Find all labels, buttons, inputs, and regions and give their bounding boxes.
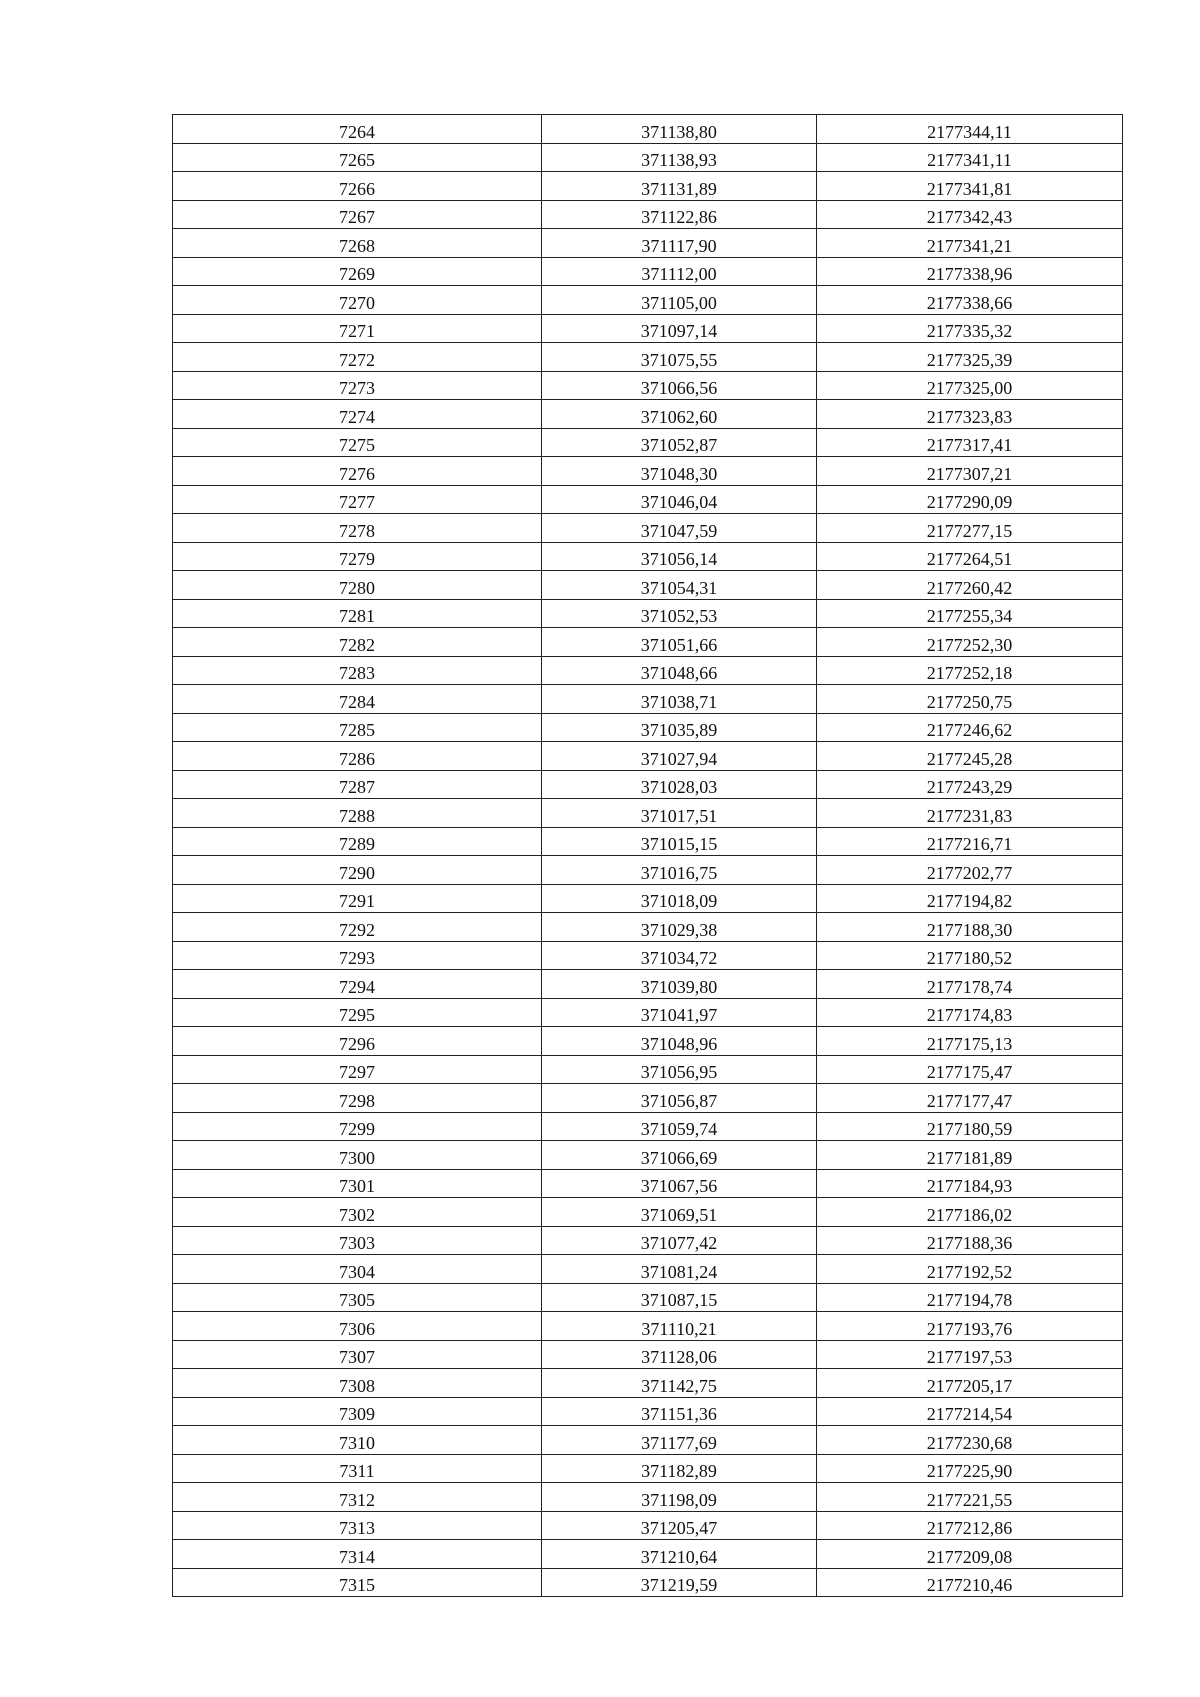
point-number-cell: 7280 xyxy=(173,571,542,600)
point-number-cell: 7299 xyxy=(173,1112,542,1141)
y-coordinate-cell: 2177338,96 xyxy=(817,257,1123,286)
y-coordinate-cell: 2177335,32 xyxy=(817,314,1123,343)
table-row xyxy=(173,143,1123,172)
table-row xyxy=(173,200,1123,229)
x-coordinate-cell: 371210,64 xyxy=(542,1540,817,1569)
table-row xyxy=(173,1141,1123,1170)
x-coordinate-cell: 371034,72 xyxy=(542,941,817,970)
y-coordinate-cell: 2177341,21 xyxy=(817,229,1123,258)
y-coordinate-cell: 2177188,30 xyxy=(817,913,1123,942)
point-number-cell: 7298 xyxy=(173,1084,542,1113)
point-number-cell: 7303 xyxy=(173,1226,542,1255)
table-row xyxy=(173,1511,1123,1540)
table-row xyxy=(173,1198,1123,1227)
x-coordinate-cell: 371081,24 xyxy=(542,1255,817,1284)
y-coordinate-cell: 2177197,53 xyxy=(817,1340,1123,1369)
point-number-cell: 7295 xyxy=(173,998,542,1027)
table-row xyxy=(173,1169,1123,1198)
x-coordinate-cell: 371066,69 xyxy=(542,1141,817,1170)
table-row xyxy=(173,514,1123,543)
y-coordinate-cell: 2177202,77 xyxy=(817,856,1123,885)
point-number-cell: 7305 xyxy=(173,1283,542,1312)
x-coordinate-cell: 371056,95 xyxy=(542,1055,817,1084)
point-number-cell: 7285 xyxy=(173,713,542,742)
y-coordinate-cell: 2177180,52 xyxy=(817,941,1123,970)
point-number-cell: 7287 xyxy=(173,770,542,799)
table-row xyxy=(173,1255,1123,1284)
y-coordinate-cell: 2177181,89 xyxy=(817,1141,1123,1170)
x-coordinate-cell: 371067,56 xyxy=(542,1169,817,1198)
x-coordinate-cell: 371151,36 xyxy=(542,1397,817,1426)
table-row xyxy=(173,799,1123,828)
y-coordinate-cell: 2177184,93 xyxy=(817,1169,1123,1198)
table-row xyxy=(173,1312,1123,1341)
table-row xyxy=(173,400,1123,429)
x-coordinate-cell: 371177,69 xyxy=(542,1426,817,1455)
point-number-cell: 7286 xyxy=(173,742,542,771)
y-coordinate-cell: 2177180,59 xyxy=(817,1112,1123,1141)
table-row xyxy=(173,314,1123,343)
x-coordinate-cell: 371069,51 xyxy=(542,1198,817,1227)
x-coordinate-cell: 371056,14 xyxy=(542,542,817,571)
table-row xyxy=(173,770,1123,799)
x-coordinate-cell: 371077,42 xyxy=(542,1226,817,1255)
y-coordinate-cell: 2177221,55 xyxy=(817,1483,1123,1512)
point-number-cell: 7277 xyxy=(173,485,542,514)
point-number-cell: 7308 xyxy=(173,1369,542,1398)
x-coordinate-cell: 371048,30 xyxy=(542,457,817,486)
point-number-cell: 7300 xyxy=(173,1141,542,1170)
table-row xyxy=(173,229,1123,258)
y-coordinate-cell: 2177230,68 xyxy=(817,1426,1123,1455)
point-number-cell: 7281 xyxy=(173,599,542,628)
table-row xyxy=(173,656,1123,685)
y-coordinate-cell: 2177264,51 xyxy=(817,542,1123,571)
y-coordinate-cell: 2177192,52 xyxy=(817,1255,1123,1284)
x-coordinate-cell: 371051,66 xyxy=(542,628,817,657)
table-row xyxy=(173,1483,1123,1512)
table-row xyxy=(173,1568,1123,1597)
x-coordinate-cell: 371041,97 xyxy=(542,998,817,1027)
y-coordinate-cell: 2177250,75 xyxy=(817,685,1123,714)
x-coordinate-cell: 371182,89 xyxy=(542,1454,817,1483)
point-number-cell: 7276 xyxy=(173,457,542,486)
table-row xyxy=(173,1397,1123,1426)
point-number-cell: 7273 xyxy=(173,371,542,400)
table-row xyxy=(173,1540,1123,1569)
point-number-cell: 7272 xyxy=(173,343,542,372)
y-coordinate-cell: 2177210,46 xyxy=(817,1568,1123,1597)
y-coordinate-cell: 2177188,36 xyxy=(817,1226,1123,1255)
point-number-cell: 7309 xyxy=(173,1397,542,1426)
y-coordinate-cell: 2177177,47 xyxy=(817,1084,1123,1113)
x-coordinate-cell: 371105,00 xyxy=(542,286,817,315)
point-number-cell: 7266 xyxy=(173,172,542,201)
point-number-cell: 7268 xyxy=(173,229,542,258)
point-number-cell: 7279 xyxy=(173,542,542,571)
x-coordinate-cell: 371138,93 xyxy=(542,143,817,172)
y-coordinate-cell: 2177231,83 xyxy=(817,799,1123,828)
point-number-cell: 7314 xyxy=(173,1540,542,1569)
point-number-cell: 7291 xyxy=(173,884,542,913)
y-coordinate-cell: 2177212,86 xyxy=(817,1511,1123,1540)
point-number-cell: 7292 xyxy=(173,913,542,942)
table-row xyxy=(173,485,1123,514)
point-number-cell: 7289 xyxy=(173,827,542,856)
point-number-cell: 7307 xyxy=(173,1340,542,1369)
table-row xyxy=(173,428,1123,457)
table-row xyxy=(173,1055,1123,1084)
x-coordinate-cell: 371028,03 xyxy=(542,770,817,799)
x-coordinate-cell: 371198,09 xyxy=(542,1483,817,1512)
table-body xyxy=(173,115,1123,1597)
x-coordinate-cell: 371052,53 xyxy=(542,599,817,628)
x-coordinate-cell: 371138,80 xyxy=(542,115,817,144)
x-coordinate-cell: 371062,60 xyxy=(542,400,817,429)
table-row xyxy=(173,856,1123,885)
y-coordinate-cell: 2177338,66 xyxy=(817,286,1123,315)
table-row xyxy=(173,257,1123,286)
table-row xyxy=(173,115,1123,144)
point-number-cell: 7297 xyxy=(173,1055,542,1084)
y-coordinate-cell: 2177277,15 xyxy=(817,514,1123,543)
y-coordinate-cell: 2177252,18 xyxy=(817,656,1123,685)
y-coordinate-cell: 2177341,81 xyxy=(817,172,1123,201)
point-number-cell: 7294 xyxy=(173,970,542,999)
table-row xyxy=(173,941,1123,970)
table-row xyxy=(173,742,1123,771)
point-number-cell: 7304 xyxy=(173,1255,542,1284)
point-number-cell: 7301 xyxy=(173,1169,542,1198)
table-row xyxy=(173,1027,1123,1056)
table-row xyxy=(173,998,1123,1027)
y-coordinate-cell: 2177243,29 xyxy=(817,770,1123,799)
y-coordinate-cell: 2177252,30 xyxy=(817,628,1123,657)
table-row xyxy=(173,970,1123,999)
point-number-cell: 7312 xyxy=(173,1483,542,1512)
point-number-cell: 7310 xyxy=(173,1426,542,1455)
point-number-cell: 7274 xyxy=(173,400,542,429)
table-row xyxy=(173,1226,1123,1255)
point-number-cell: 7313 xyxy=(173,1511,542,1540)
x-coordinate-cell: 371131,89 xyxy=(542,172,817,201)
x-coordinate-cell: 371047,59 xyxy=(542,514,817,543)
y-coordinate-cell: 2177205,17 xyxy=(817,1369,1123,1398)
x-coordinate-cell: 371027,94 xyxy=(542,742,817,771)
point-number-cell: 7278 xyxy=(173,514,542,543)
point-number-cell: 7290 xyxy=(173,856,542,885)
point-number-cell: 7267 xyxy=(173,200,542,229)
y-coordinate-cell: 2177246,62 xyxy=(817,713,1123,742)
y-coordinate-cell: 2177290,09 xyxy=(817,485,1123,514)
x-coordinate-cell: 371048,66 xyxy=(542,656,817,685)
x-coordinate-cell: 371048,96 xyxy=(542,1027,817,1056)
point-number-cell: 7282 xyxy=(173,628,542,657)
table-row xyxy=(173,571,1123,600)
table-row xyxy=(173,913,1123,942)
point-number-cell: 7296 xyxy=(173,1027,542,1056)
y-coordinate-cell: 2177186,02 xyxy=(817,1198,1123,1227)
y-coordinate-cell: 2177260,42 xyxy=(817,571,1123,600)
x-coordinate-cell: 371056,87 xyxy=(542,1084,817,1113)
y-coordinate-cell: 2177255,34 xyxy=(817,599,1123,628)
x-coordinate-cell: 371122,86 xyxy=(542,200,817,229)
table-row xyxy=(173,542,1123,571)
table-row xyxy=(173,286,1123,315)
x-coordinate-cell: 371017,51 xyxy=(542,799,817,828)
table-row xyxy=(173,827,1123,856)
x-coordinate-cell: 371054,31 xyxy=(542,571,817,600)
table-row xyxy=(173,1084,1123,1113)
y-coordinate-cell: 2177214,54 xyxy=(817,1397,1123,1426)
point-number-cell: 7293 xyxy=(173,941,542,970)
x-coordinate-cell: 371087,15 xyxy=(542,1283,817,1312)
x-coordinate-cell: 371097,14 xyxy=(542,314,817,343)
point-number-cell: 7271 xyxy=(173,314,542,343)
x-coordinate-cell: 371018,09 xyxy=(542,884,817,913)
point-number-cell: 7270 xyxy=(173,286,542,315)
table-row xyxy=(173,1283,1123,1312)
table-row xyxy=(173,371,1123,400)
y-coordinate-cell: 2177175,47 xyxy=(817,1055,1123,1084)
coordinates-table xyxy=(172,114,1123,1597)
x-coordinate-cell: 371035,89 xyxy=(542,713,817,742)
point-number-cell: 7283 xyxy=(173,656,542,685)
x-coordinate-cell: 371038,71 xyxy=(542,685,817,714)
y-coordinate-cell: 2177178,74 xyxy=(817,970,1123,999)
point-number-cell: 7306 xyxy=(173,1312,542,1341)
point-number-cell: 7275 xyxy=(173,428,542,457)
x-coordinate-cell: 371205,47 xyxy=(542,1511,817,1540)
x-coordinate-cell: 371029,38 xyxy=(542,913,817,942)
x-coordinate-cell: 371128,06 xyxy=(542,1340,817,1369)
point-number-cell: 7284 xyxy=(173,685,542,714)
y-coordinate-cell: 2177342,43 xyxy=(817,200,1123,229)
x-coordinate-cell: 371016,75 xyxy=(542,856,817,885)
y-coordinate-cell: 2177193,76 xyxy=(817,1312,1123,1341)
point-number-cell: 7315 xyxy=(173,1568,542,1597)
y-coordinate-cell: 2177175,13 xyxy=(817,1027,1123,1056)
y-coordinate-cell: 2177341,11 xyxy=(817,143,1123,172)
y-coordinate-cell: 2177245,28 xyxy=(817,742,1123,771)
y-coordinate-cell: 2177317,41 xyxy=(817,428,1123,457)
table-row xyxy=(173,1340,1123,1369)
y-coordinate-cell: 2177325,39 xyxy=(817,343,1123,372)
x-coordinate-cell: 371066,56 xyxy=(542,371,817,400)
y-coordinate-cell: 2177325,00 xyxy=(817,371,1123,400)
y-coordinate-cell: 2177225,90 xyxy=(817,1454,1123,1483)
x-coordinate-cell: 371117,90 xyxy=(542,229,817,258)
table-row xyxy=(173,599,1123,628)
y-coordinate-cell: 2177194,82 xyxy=(817,884,1123,913)
y-coordinate-cell: 2177323,83 xyxy=(817,400,1123,429)
x-coordinate-cell: 371075,55 xyxy=(542,343,817,372)
point-number-cell: 7288 xyxy=(173,799,542,828)
point-number-cell: 7269 xyxy=(173,257,542,286)
table-row xyxy=(173,343,1123,372)
point-number-cell: 7264 xyxy=(173,115,542,144)
y-coordinate-cell: 2177344,11 xyxy=(817,115,1123,144)
y-coordinate-cell: 2177307,21 xyxy=(817,457,1123,486)
table-row xyxy=(173,1454,1123,1483)
table-row xyxy=(173,1369,1123,1398)
x-coordinate-cell: 371046,04 xyxy=(542,485,817,514)
x-coordinate-cell: 371039,80 xyxy=(542,970,817,999)
x-coordinate-cell: 371142,75 xyxy=(542,1369,817,1398)
table-row xyxy=(173,172,1123,201)
table-row xyxy=(173,457,1123,486)
x-coordinate-cell: 371052,87 xyxy=(542,428,817,457)
table-row xyxy=(173,685,1123,714)
y-coordinate-cell: 2177174,83 xyxy=(817,998,1123,1027)
x-coordinate-cell: 371015,15 xyxy=(542,827,817,856)
table-row xyxy=(173,884,1123,913)
table-row xyxy=(173,628,1123,657)
point-number-cell: 7302 xyxy=(173,1198,542,1227)
table-row xyxy=(173,1112,1123,1141)
x-coordinate-cell: 371059,74 xyxy=(542,1112,817,1141)
table-row xyxy=(173,1426,1123,1455)
table-row xyxy=(173,713,1123,742)
y-coordinate-cell: 2177209,08 xyxy=(817,1540,1123,1569)
y-coordinate-cell: 2177216,71 xyxy=(817,827,1123,856)
y-coordinate-cell: 2177194,78 xyxy=(817,1283,1123,1312)
x-coordinate-cell: 371110,21 xyxy=(542,1312,817,1341)
point-number-cell: 7265 xyxy=(173,143,542,172)
x-coordinate-cell: 371112,00 xyxy=(542,257,817,286)
x-coordinate-cell: 371219,59 xyxy=(542,1568,817,1597)
point-number-cell: 7311 xyxy=(173,1454,542,1483)
